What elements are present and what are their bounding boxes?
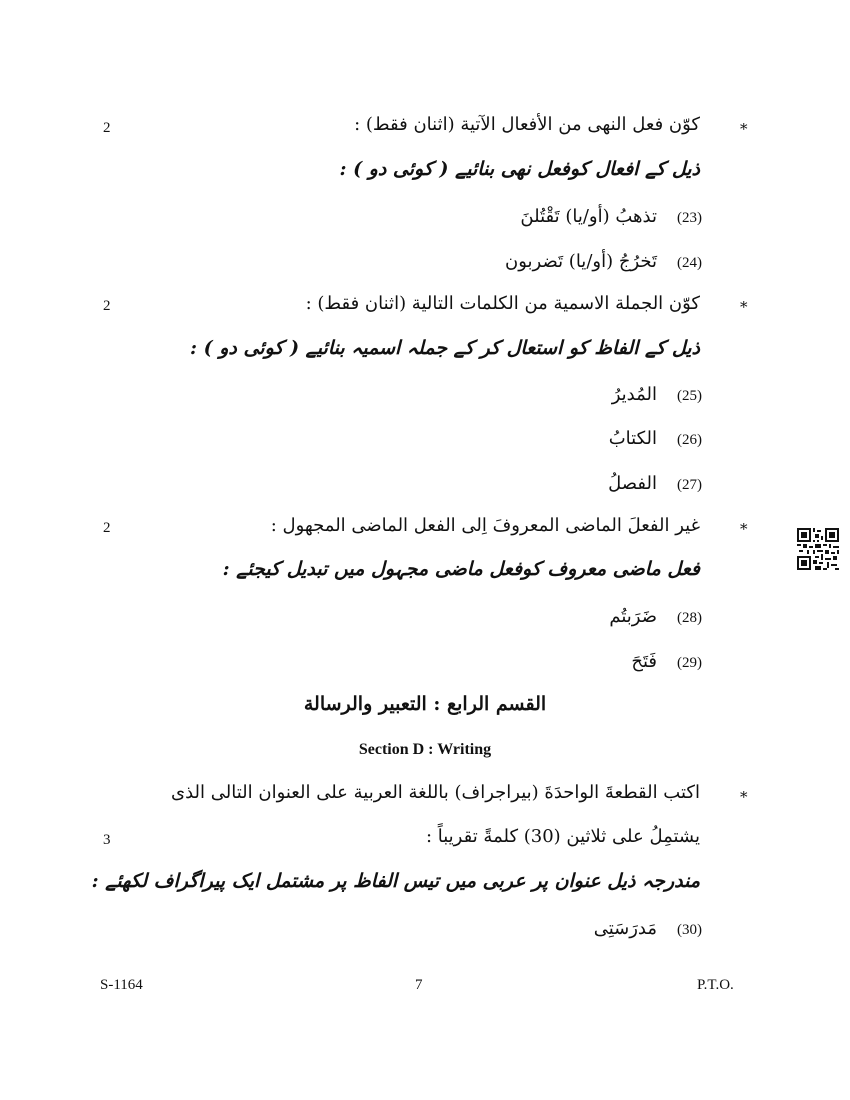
q2-marks: 2: [103, 298, 111, 314]
paper-code: S-1164: [100, 977, 143, 993]
q2-item-27: [608, 473, 702, 494]
item-text: تذهبُ (أو/يا) تَقْتُلنَ: [520, 206, 657, 227]
item-number: (23): [677, 210, 702, 226]
item-number: (27): [677, 477, 702, 493]
item-number: (28): [677, 610, 702, 626]
q4-item-30: [594, 918, 702, 939]
item-number: (29): [677, 655, 702, 671]
q1-marks: 2: [103, 120, 111, 136]
q4-star: *: [740, 788, 748, 806]
q1-item-24: [505, 251, 702, 272]
item-text: تَخرُجُ (أو/يا) تَضربون: [505, 251, 657, 272]
q2-star: *: [740, 298, 748, 316]
q3-marks: 2: [103, 520, 111, 536]
section-heading-arabic: القسم الرابع : التعبير والرسالة: [303, 693, 547, 715]
item-text: ضَرَبتُم: [609, 606, 657, 627]
item-text: المُديرُ: [611, 384, 657, 405]
q4-marks: 3: [103, 832, 111, 848]
q1-arabic-instruction: كوّن فعل النهى من الأفعال الآتية (اثنان فقط) :: [354, 114, 700, 135]
item-text: الفصلُ: [608, 473, 657, 494]
pto-label: P.T.O.: [697, 977, 734, 993]
q1-item-23: [520, 206, 702, 227]
q2-arabic-instruction: كوّن الجملة الاسمية من الكلمات التالية (اثنان فقط) :: [305, 293, 700, 314]
qr-code-icon: [797, 528, 839, 570]
q4-arabic-instruction-line1: اكتب القطعةَ الواحدَةَ (بيراجراف) باللغة العربية على العنوان التالى الذى: [171, 782, 700, 803]
q3-urdu-instruction: فعل ماضی معروف کوفعل ماضی مجہول میں تبدیل کیجئے :: [222, 558, 700, 580]
q1-star: *: [740, 120, 748, 138]
q4-urdu-instruction: مندرجہ ذیل عنوان پر عربی میں تیس الفاظ پر مشتمل ایک پیراگراف لکھئے :: [91, 870, 700, 892]
q3-item-29: [631, 651, 702, 672]
item-number: (24): [677, 255, 702, 271]
item-text: مَدرَسَتِى: [593, 918, 657, 939]
q4-arabic-instruction-line2: يشتمِلُ على ثلاثين (30) كلمةً تقريباً :: [425, 826, 700, 847]
item-number: (26): [677, 432, 702, 448]
q1-urdu-instruction: ذیل کے افعال کوفعل نھی بنائیے ( کوئی دو ) :: [339, 158, 700, 180]
page-number: 7: [415, 977, 423, 993]
section-heading-english: Section D : Writing: [358, 741, 492, 758]
item-number: (25): [677, 388, 702, 404]
q2-item-25: [612, 384, 702, 405]
q3-arabic-instruction: غير الفعلَ الماضى المعروفَ اِلى الفعل الماضى المجهول :: [270, 515, 700, 536]
q3-star: *: [740, 520, 748, 538]
item-number: (30): [677, 922, 702, 938]
q3-item-28: [609, 606, 702, 627]
item-text: فَتَحَ: [631, 651, 657, 672]
q2-item-26: [609, 428, 702, 449]
item-text: الكتابُ: [608, 428, 657, 449]
q2-urdu-instruction: ذیل کے الفاظ کو استعال کر کے جملہ اسمیہ بنائیے ( کوئی دو ) :: [189, 337, 700, 359]
